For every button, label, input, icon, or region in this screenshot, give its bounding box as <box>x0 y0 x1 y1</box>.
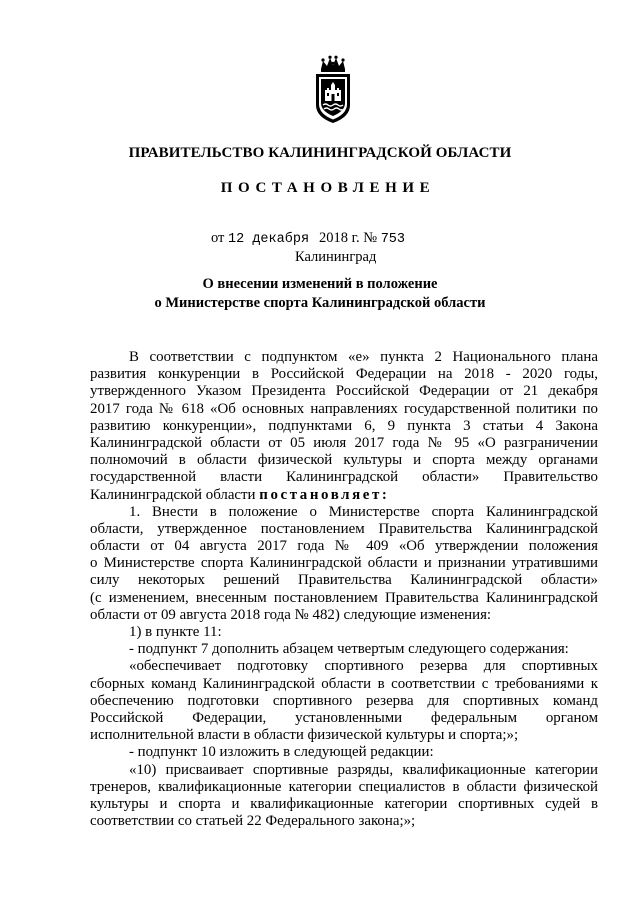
body-line: сборных команд Калининградской области в соответствии с требованиями к <box>90 675 598 692</box>
resolves-word: постановляет: <box>259 486 390 503</box>
body-line: области, утвержденное постановлением Правительства Калининградской <box>90 520 598 537</box>
subject-line-2: о Министерстве спорта Калининградской области <box>154 295 486 311</box>
body-line: тренеров, квалификационные категории специалистов в области физической <box>90 778 598 795</box>
body-line: области от 09 августа 2018 года № 482) следующие изменения: <box>90 606 492 623</box>
body-text: Калининградской области <box>90 486 256 503</box>
body-line: области от 04 августа 2017 года № 409 «Об утверждении положения <box>90 538 598 555</box>
body-line: развитию конкуренции», подпунктами 6, 9 пункта 3 статьи 4 Закона <box>90 417 598 434</box>
body-line: обеспечению подготовки спортивного резерва для спортивных команд <box>90 692 598 709</box>
body-line <box>90 487 598 504</box>
coat-of-arms-icon <box>312 55 354 125</box>
subject-line-1: О внесении изменений в положение <box>202 276 438 292</box>
number-sign: № <box>363 230 378 246</box>
organization-title: ПРАВИТЕЛЬСТВО КАЛИНИНГРАДСКОЙ ОБЛАСТИ <box>128 145 512 161</box>
body-line: 1. Внести в положение о Министерстве спорта Калининградской <box>129 503 598 520</box>
body-line: «обеспечивает подготовку спортивного резерва для спортивных <box>129 658 598 675</box>
date-prefix: от <box>211 230 225 246</box>
body-line: (с изменением, внесенным постановлением Правительства Калининградской <box>90 589 598 606</box>
document-type: ПОСТАНОВЛЕНИЕ <box>220 180 436 196</box>
document-body <box>90 349 598 830</box>
body-line: о Министерстве спорта Калининградской области и признании утратившими <box>90 555 598 572</box>
date-year: 2018 г. <box>319 230 360 246</box>
body-line: утвержденного Указом Президента Российской Федерации от 21 декабря <box>90 383 598 400</box>
body-line: соответствии со статьей 22 Федерального закона;»; <box>90 813 416 830</box>
body-line: - подпункт 7 дополнить абзацем четвертым следующего содержания: <box>129 641 569 658</box>
body-line: 2017 года № 618 «Об основных направлениях государственной политики по <box>90 400 598 417</box>
body-line: «10) присваивает спортивные разряды, квалификационные категории <box>129 761 598 778</box>
body-line: - подпункт 10 изложить в следующей редакции: <box>129 744 434 761</box>
body-line: Калининградской области от 05 июля 2017 года № 95 «О разграничении <box>90 434 598 451</box>
body-line: культуры и спорта и квалификационные категории спортивных судей в <box>90 795 598 812</box>
date-day-month: 12 декабря <box>228 232 310 247</box>
body-line: полномочий в области физической культуры и спорта между органами <box>90 452 598 469</box>
body-line: силу некоторых решений Правительства Калининградской области» <box>90 572 598 589</box>
body-line: Российской Федерации, установленными федеральным органом <box>90 709 598 726</box>
date-number-line <box>211 230 405 247</box>
body-line: государственной власти Калининградской области» Правительство <box>90 469 598 486</box>
body-line: исполнительной власти в области физической культуры и спорта;»; <box>90 727 519 744</box>
document-number: 753 <box>380 232 406 247</box>
body-line: развития конкуренции в Российской Федерации на 2018 - 2020 годы, <box>90 366 598 383</box>
body-line: В соответствии с подпунктом «е» пункта 2 Национального плана <box>129 349 598 365</box>
body-line: 1) в пункте 11: <box>129 624 222 640</box>
city: Калининград <box>295 249 377 265</box>
